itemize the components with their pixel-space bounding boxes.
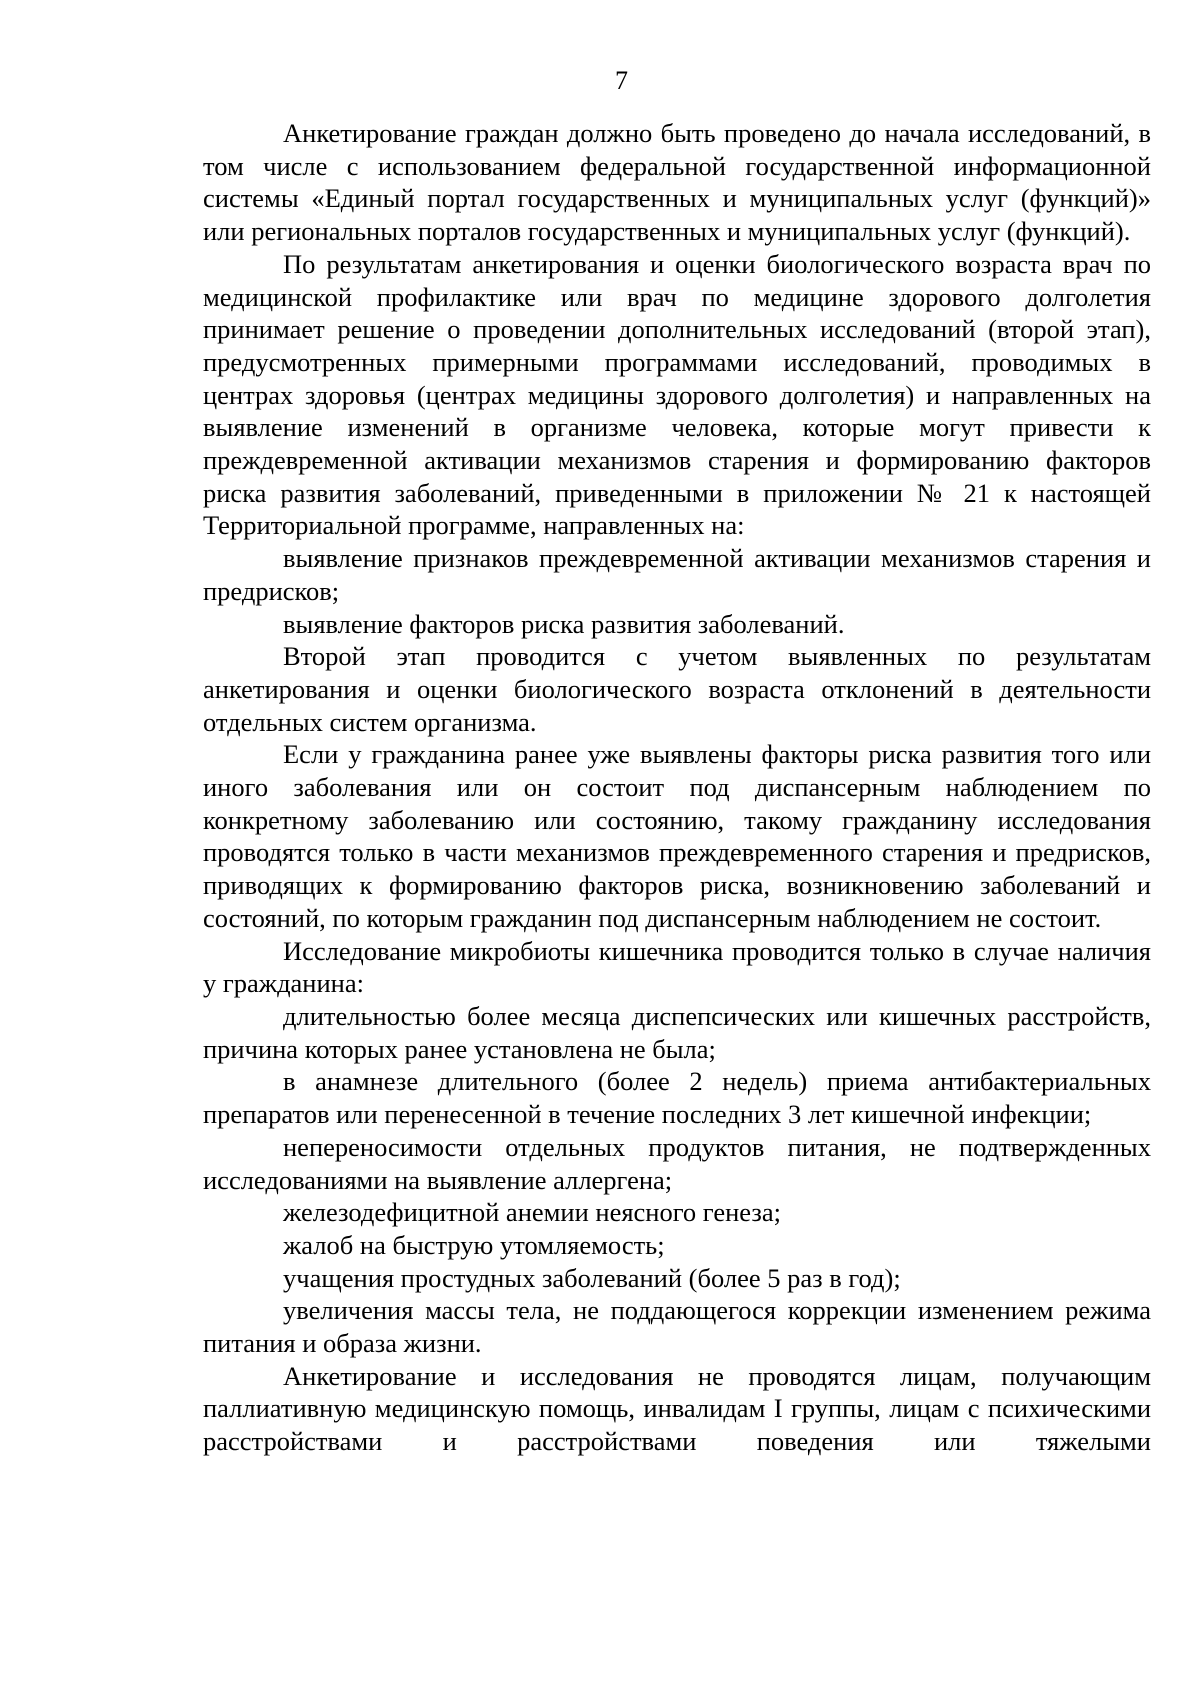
paragraph-survey-timing: Анкетирование граждан должно быть проведено до начала исследований, в том числе с использованием федеральной государственной информационной системы «Единый портал государственных и муниципальных услуг (функций)» или региональных порталов государственных и муниципальных услуг (функций).: [203, 118, 1151, 247]
list-item-antibacterial-history: в анамнезе длительного (более 2 недель) приема антибактериальных препаратов или перенесенной в течение последних 3 лет кишечной инфекции;: [203, 1066, 1151, 1130]
list-item-aging-signs: выявление признаков преждевременной активации механизмов старения и предрисков;: [203, 543, 1151, 606]
paragraph-exclusions: Анкетирование и исследования не проводятся лицам, получающим паллиативную медицинскую помощь, инвалидам I группы, лицам с психическими расстройствами и расстройствами поведения или тяжелыми: [203, 1360, 1151, 1457]
list-item-food-intolerance: непереносимости отдельных продуктов питания, не подтвержденных исследованиями на выявление аллергена;: [203, 1131, 1151, 1195]
list-item-fatigue: жалоб на быструю утомляемость;: [283, 1229, 665, 1260]
paragraph-microbiota-conditions: Исследование микробиоты кишечника проводится только в случае наличия у гражданина:: [203, 935, 1151, 999]
paragraph-existing-risk-factors: Если у гражданина ранее уже выявлены факторы риска развития того или иного заболевания или он состоит под диспансерным наблюдением по конкретному заболеванию или состоянию, такому гражданину исследования проводятся только в части механизмов преждевременного старения и предрисков, приводящих к формированию факторов риска, возникновению заболеваний и состояний, по которым гражданин под диспансерным наблюдением не состоит.: [203, 739, 1151, 933]
list-item-weight-gain: увеличения массы тела, не поддающегося коррекции изменением режима питания и образа жизни.: [203, 1295, 1151, 1359]
page-number: 7: [615, 66, 628, 95]
list-item-anemia: железодефицитной анемии неясного генеза;: [283, 1197, 781, 1228]
list-item-risk-factors: выявление факторов риска развития заболеваний.: [283, 608, 845, 639]
paragraph-second-stage-basis: Второй этап проводится с учетом выявленных по результатам анкетирования и оценки биологического возраста отклонений в деятельности отдельных систем организма.: [203, 641, 1151, 737]
document-body: [203, 117, 1151, 1458]
list-item-colds: учащения простудных заболеваний (более 5 раз в год);: [283, 1262, 901, 1293]
list-item-dyspepsia: длительностью более месяца диспепсических или кишечных расстройств, причина которых ранее установлена не была;: [203, 1000, 1151, 1064]
paragraph-second-stage-decision: По результатам анкетирования и оценки биологического возраста врач по медицинской профилактике или врач по медицине здорового долголетия принимает решение о проведении дополнительных исследований (второй этап), предусмотренных примерными программами исследований, проводимых в центрах здоровья (центрах медицины здорового долголетия) и направленных на выявление изменений в организме человека, которые могут привести к преждевременной активации механизмов старения и формированию факторов риска развития заболеваний, приведенными в приложении № 21 к настоящей Территориальной программе, направленных на:: [203, 248, 1151, 541]
